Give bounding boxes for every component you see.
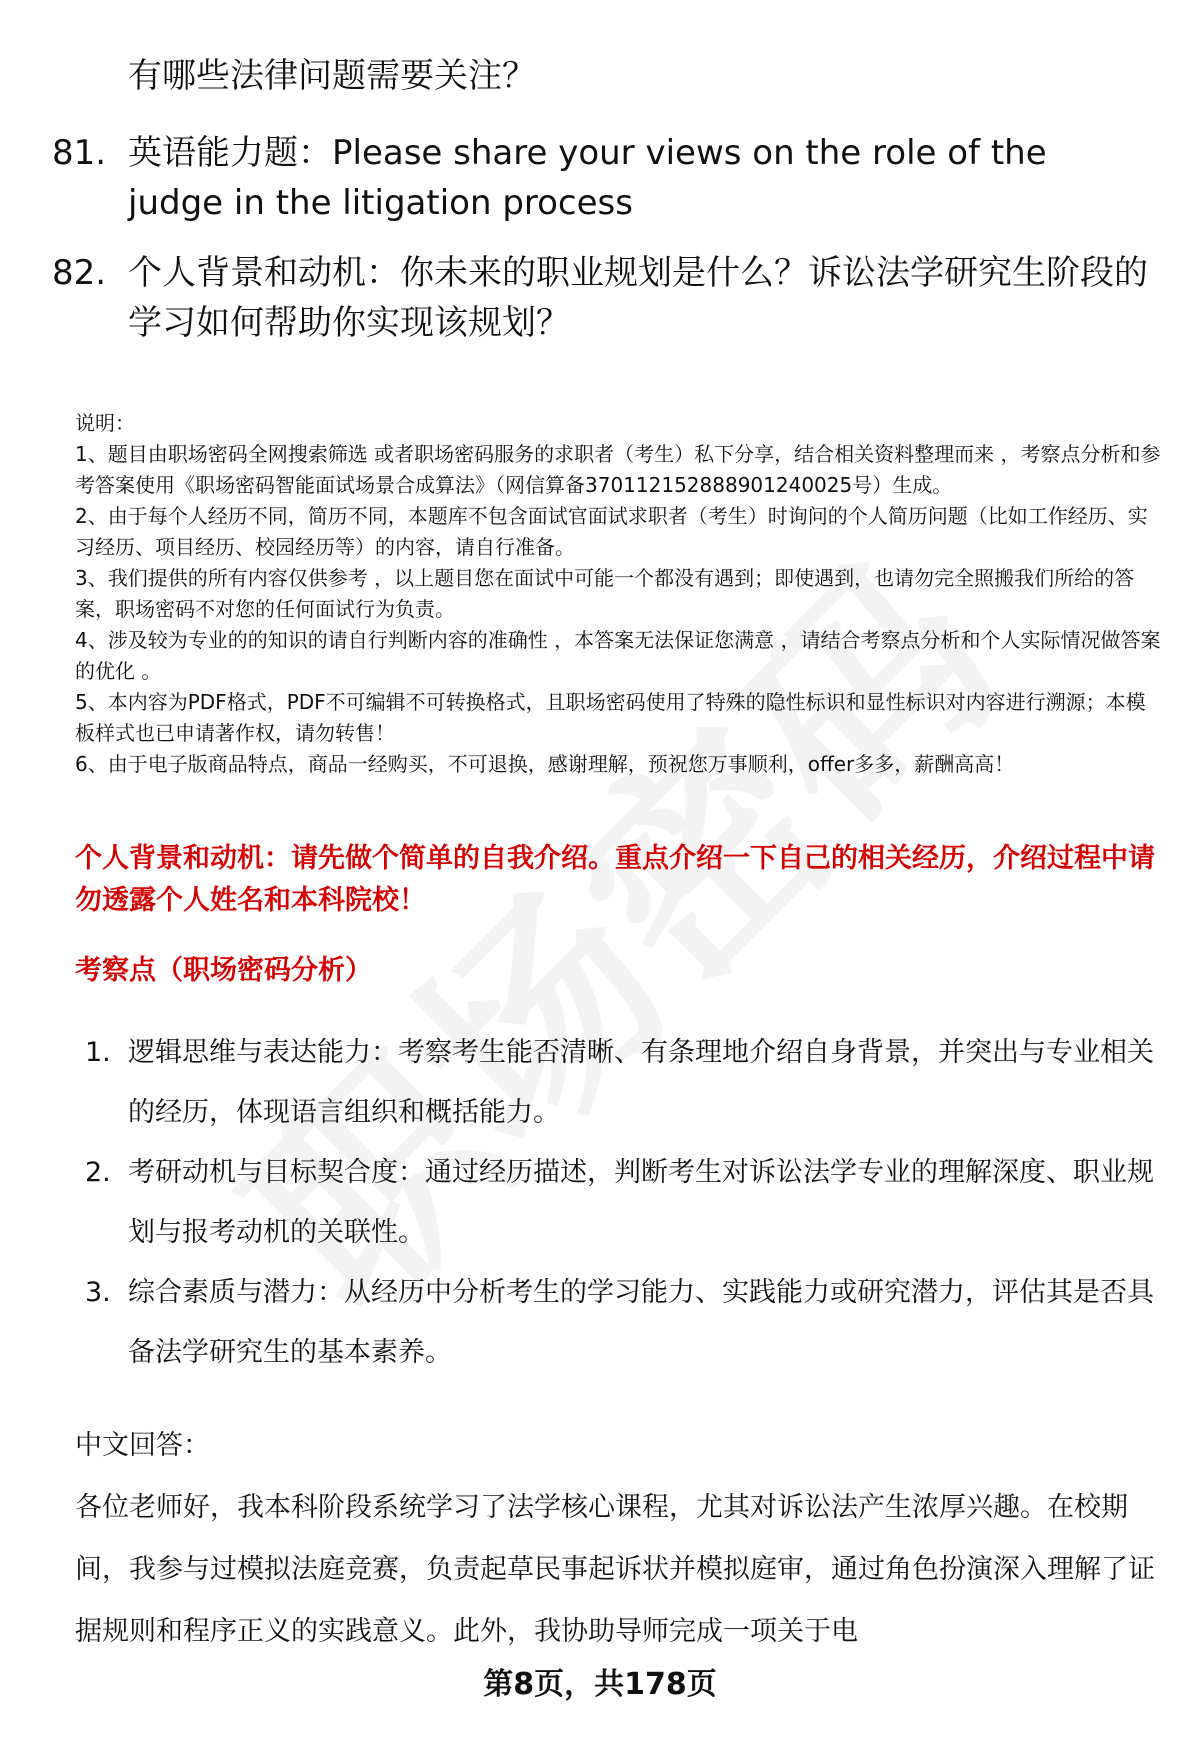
answer-section bbox=[75, 1415, 1165, 1663]
point-text: 逻辑思维与表达能力：考察考生能否清晰、有条理地介绍自身背景，并突出与专业相关的经历，体现语言组织和概括能力。 bbox=[128, 1037, 1154, 1128]
analysis-point bbox=[85, 1263, 1160, 1383]
answer-label: 中文回答： bbox=[75, 1430, 210, 1461]
note-item: 6、由于电子版商品特点，商品一经购买，不可退换，感谢理解，预祝您万事顺利，offer多多，薪酬高高！ bbox=[75, 752, 1015, 776]
question-82 bbox=[52, 248, 1152, 348]
analysis-heading: 考察点（职场密码分析） bbox=[75, 955, 372, 986]
analysis-points-list bbox=[85, 1023, 1160, 1383]
note-item: 3、我们提供的所有内容仅供参考 ，以上题目您在面试中可能一个都没有遇到；即使遇到，也请勿完全照搬我们所给的答案，职场密码不对您的任何面试行为负责。 bbox=[75, 566, 1135, 621]
answer-body: 各位老师好，我本科阶段系统学习了法学核心课程，尤其对诉讼法产生浓厚兴趣。在校期间，我参与过模拟法庭竞赛，负责起草民事起诉状并模拟庭审，通过角色扮演深入理解了证据规则和程序正义的实践意义。此外，我协助导师完成一项关于电 bbox=[75, 1492, 1155, 1647]
notes-title: 说明： bbox=[75, 411, 135, 435]
note-item: 2、由于每个人经历不同，简历不同，本题库不包含面试官面试求职者（考生）时询问的个人简历问题（比如工作经历、实习经历、项目经历、校园经历等）的内容，请自行准备。 bbox=[75, 504, 1148, 559]
analysis-point bbox=[85, 1143, 1160, 1263]
note-item: 5、本内容为PDF格式，PDF不可编辑不可转换格式，且职场密码使用了特殊的隐性标识和显性标识对内容进行溯源；本模板样式也已申请著作权，请勿转售！ bbox=[75, 690, 1146, 745]
point-number: 3. bbox=[85, 1277, 111, 1308]
point-text: 考研动机与目标契合度：通过经历描述，判断考生对诉讼法学专业的理解深度、职业规划与报考动机的关联性。 bbox=[128, 1157, 1154, 1248]
question-continuation: 有哪些法律问题需要关注？ bbox=[128, 56, 536, 96]
point-text: 综合素质与潜力：从经历中分析考生的学习能力、实践能力或研究潜力，评估其是否具备法学研究生的基本素养。 bbox=[128, 1277, 1154, 1368]
point-number: 2. bbox=[85, 1157, 111, 1188]
note-item: 1、题目由职场密码全网搜索筛选 或者职场密码服务的求职者（考生）私下分享，结合相关资料整理而来 ，考察点分析和参考答案使用《职场密码智能面试场景合成算法》（网信算备370112152888901240025号）生成。 bbox=[75, 442, 1161, 497]
notes-section bbox=[75, 408, 1165, 780]
point-number: 1. bbox=[85, 1037, 111, 1068]
main-question-heading: 个人背景和动机：请先做个简单的自我介绍。重点介绍一下自己的相关经历，介绍过程中请勿透露个人姓名和本科院校！ bbox=[75, 843, 1155, 916]
question-text: 英语能力题：Please share your views on the role of the judge in the litigation process bbox=[128, 133, 1047, 223]
question-number: 82. bbox=[52, 253, 107, 293]
question-number: 81. bbox=[52, 133, 107, 173]
question-81 bbox=[52, 128, 1152, 228]
page-footer: 第8页，共178页 bbox=[483, 1667, 717, 1702]
note-item: 4、涉及较为专业的的知识的请自行判断内容的准确性 ，本答案无法保证您满意 ，请结合考察点分析和个人实际情况做答案的优化 。 bbox=[75, 628, 1161, 683]
analysis-point bbox=[85, 1023, 1160, 1143]
question-text: 个人背景和动机：你未来的职业规划是什么？诉讼法学研究生阶段的学习如何帮助你实现该规划？ bbox=[128, 253, 1148, 343]
